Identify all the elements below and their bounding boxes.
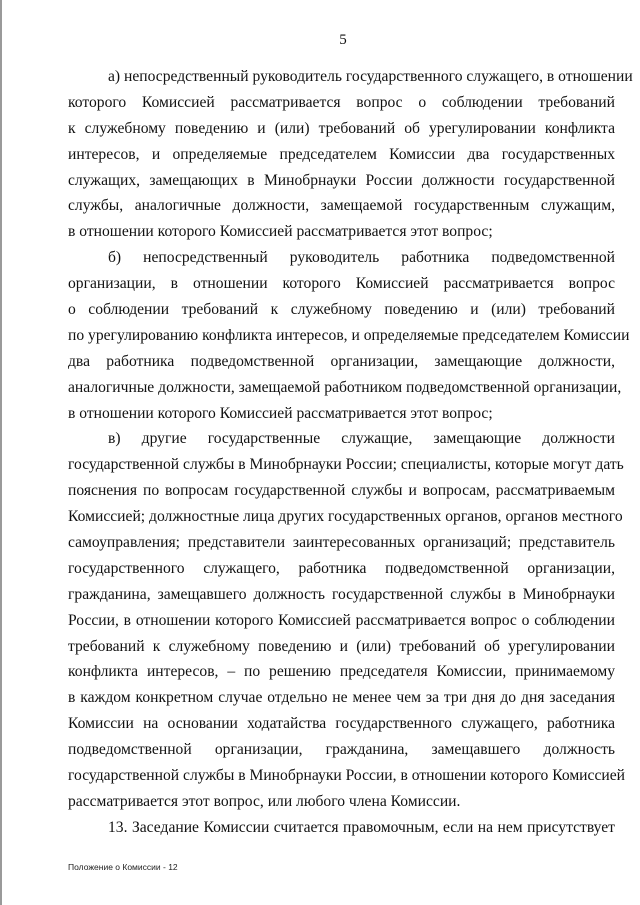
text-line: службы, аналогичные должности, замещаемой государственным служащим,	[68, 197, 615, 215]
text-line: аналогичные должности, замещаемой работником подведомственной организации,	[68, 378, 622, 396]
text-line: пояснения по вопросам государственной службы и вопросам, рассматриваемым	[68, 482, 615, 500]
paragraph	[68, 815, 615, 841]
text-line: два работника подведомственной организации, замещающие должности,	[68, 352, 615, 370]
text-line: в отношении которого Комиссией рассматривается этот вопрос;	[68, 404, 493, 422]
text-line: к служебному поведению и (или) требований об урегулировании конфликта	[68, 119, 615, 137]
text-line: по урегулированию конфликта интересов, и определяемые председателем Комиссии	[68, 326, 630, 344]
footer: Положение о Комиссии - 12	[68, 862, 178, 872]
text-line: в) другие государственные служащие, замещающие должности	[108, 430, 615, 448]
text-line: подведомственной организации, гражданина, замещавшего должность	[68, 741, 615, 759]
text-line: гражданина, замещавшего должность государственной службы в Минобрнауки	[68, 585, 615, 603]
text-line: о соблюдении требований к служебному поведению и (или) требований	[68, 301, 615, 319]
text-line: организации, в отношении которого Комиссией рассматривается вопрос	[68, 275, 615, 293]
text-line: России, в отношении которого Комиссией рассматривается вопрос о соблюдении	[68, 611, 615, 629]
text-line: рассматривается этот вопрос, или любого члена Комиссии.	[68, 792, 461, 810]
text-line: в каждом конкретном случае отдельно не менее чем за три дня до дня заседания	[68, 689, 615, 707]
text-line: служащих, замещающих в Минобрнауки России должности государственной	[68, 171, 615, 189]
page-number: 5	[339, 32, 347, 48]
text-line: интересов, и определяемые председателем Комиссии два государственных	[68, 145, 615, 163]
paragraph	[68, 245, 630, 426]
text-line: 13. Заседание Комиссии считается правомочным, если на нем присутствует	[108, 818, 615, 836]
text-line: государственной службы в Минобрнауки России, в отношении которого Комиссией	[68, 767, 625, 785]
document-body	[68, 64, 633, 841]
text-line: а) непосредственный руководитель государственного служащего, в отношении	[108, 68, 633, 85]
text-line: Комиссией; должностные лица других государственных органов, органов местного	[68, 508, 623, 526]
text-line: государственного служащего, работника подведомственной организации,	[68, 559, 615, 577]
scan-edge	[0, 0, 2, 905]
text-line: Комиссии на основании ходатайства государственного служащего, работника	[68, 715, 615, 733]
text-line: самоуправления; представители заинтересованных организаций; представитель	[68, 534, 615, 552]
text-line: государственной службы в Минобрнауки России; специалисты, которые могут дать	[68, 456, 624, 474]
text-line: б) непосредственный руководитель работника подведомственной	[108, 249, 615, 267]
text-line: требований к служебному поведению и (или) требований об урегулировании	[68, 637, 615, 655]
text-line: в отношении которого Комиссией рассматривается этот вопрос;	[68, 223, 493, 241]
text-line: которого Комиссией рассматривается вопрос о соблюдении требований	[68, 93, 615, 111]
paragraph	[68, 64, 633, 245]
paragraph	[68, 426, 625, 814]
text-line: конфликта интересов, – по решению председателя Комиссии, принимаемому	[68, 663, 615, 681]
